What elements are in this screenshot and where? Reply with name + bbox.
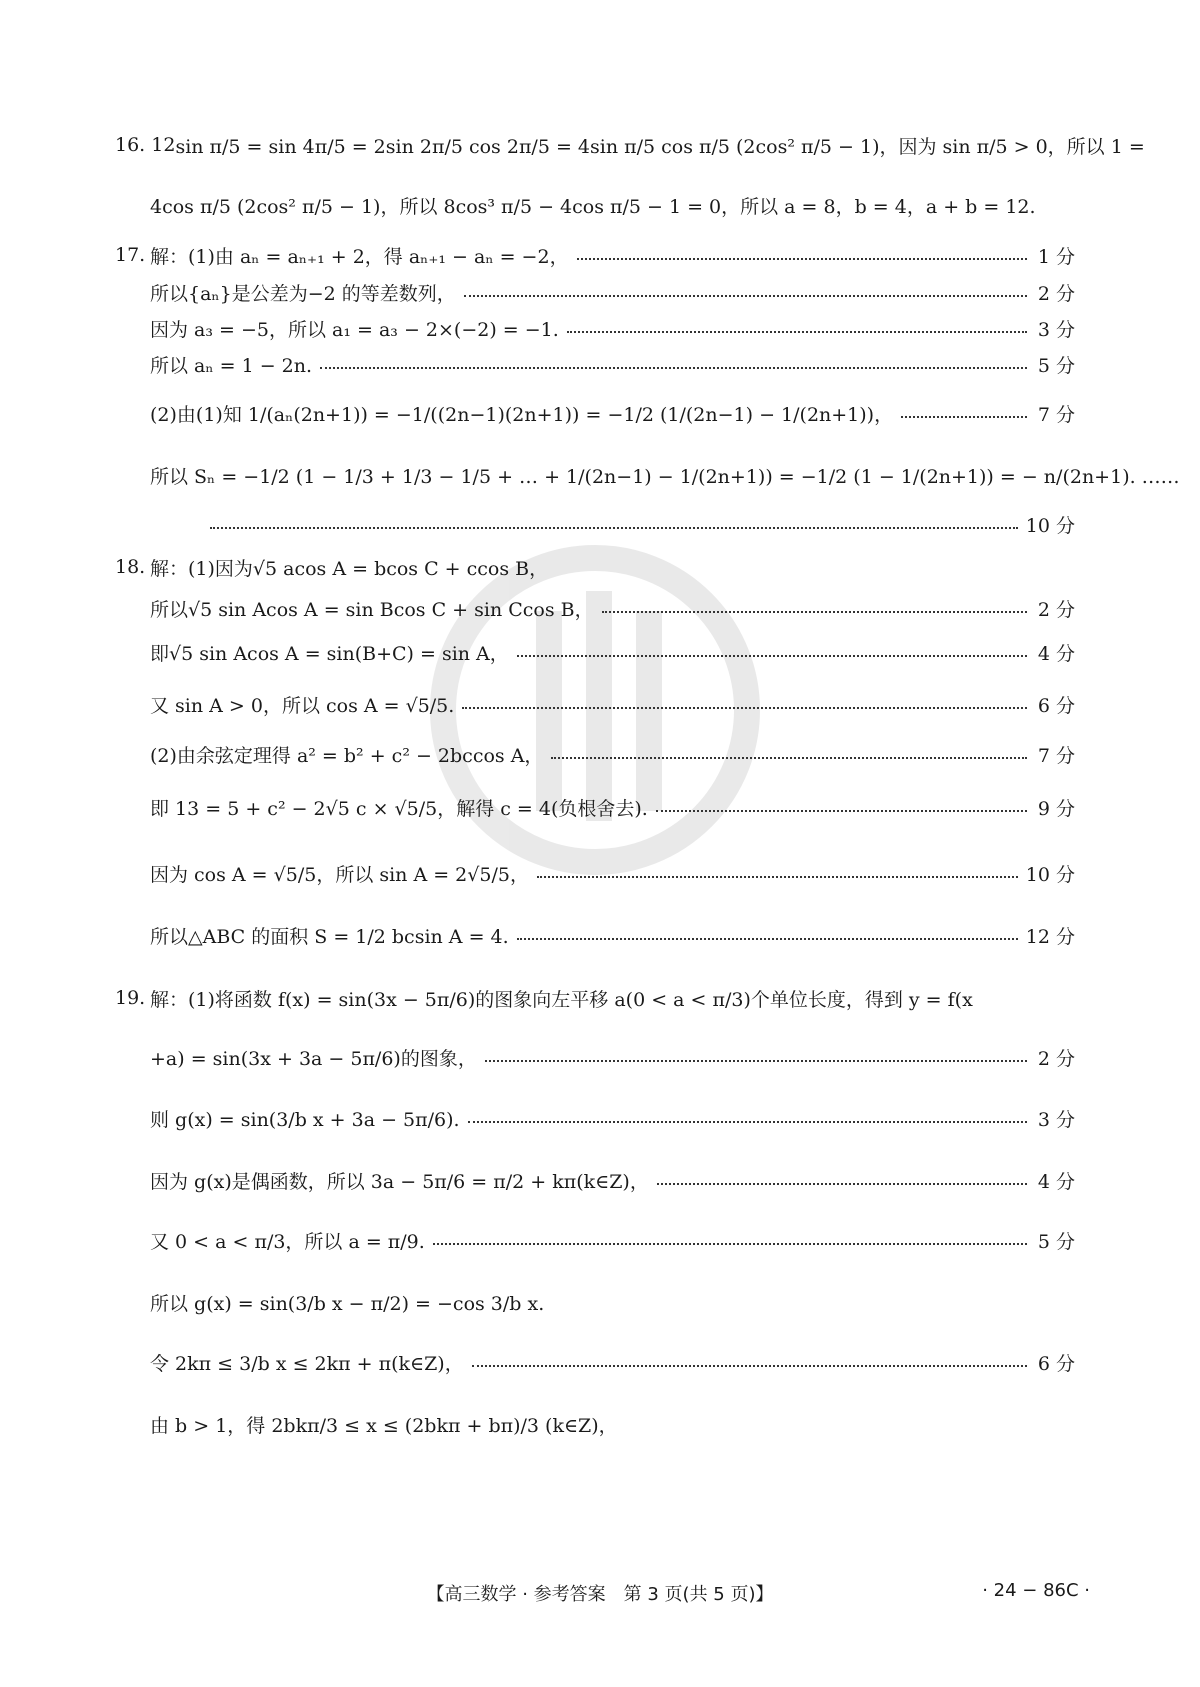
line-19-5: [150, 1220, 1075, 1260]
leader-dots: [657, 1183, 1027, 1185]
score-label: 3 分: [1037, 1108, 1075, 1131]
question-number: 17.: [115, 244, 146, 266]
score-label: 2 分: [1037, 1047, 1075, 1070]
line-text: 解：(1)将函数 f(x) = sin(3x − 5π/6)的图象向左平移 a(0 < a < π/3)个单位长度，得到 y = f(x: [150, 988, 973, 1011]
leader-dots: [433, 1243, 1027, 1245]
line-17-4: [150, 344, 1075, 384]
score-label: 5 分: [1037, 354, 1075, 377]
line-text: 令 2kπ ≤ 3/b x ≤ 2kπ + π(k∈Z)，: [150, 1352, 464, 1375]
leader-dots: [537, 876, 1018, 878]
score-label: 2 分: [1037, 282, 1075, 305]
line-17-1: [115, 235, 1075, 275]
score-label: 1 分: [1037, 245, 1075, 268]
score-label: 4 分: [1037, 1170, 1075, 1193]
line-19-4: [150, 1160, 1075, 1200]
score-label: 7 分: [1037, 744, 1075, 767]
line-text: (2)由余弦定理得 a² = b² + c² − 2bccos A，: [150, 744, 544, 767]
leader-dots: [551, 757, 1027, 759]
leader-dots: [517, 938, 1018, 940]
leader-dots: [472, 1365, 1027, 1367]
line-19-3: [150, 1098, 1075, 1138]
question-number: 16. 12: [115, 134, 176, 156]
line-text: 又 sin A > 0，所以 cos A = √5/5.: [150, 694, 455, 717]
line-19-6: [150, 1282, 1075, 1322]
score-label: 7 分: [1037, 403, 1075, 426]
leader-dots: [320, 367, 1027, 369]
line-text: 则 g(x) = sin(3/b x + 3a − 5π/6).: [150, 1108, 460, 1131]
line-18-4: [150, 684, 1075, 724]
line-18-3: [150, 632, 1075, 672]
line-16-2: [150, 185, 1075, 225]
score-label: 5 分: [1037, 1230, 1075, 1253]
leader-dots: [464, 295, 1027, 297]
line-16-1: [115, 125, 1145, 165]
score-label: 6 分: [1037, 694, 1075, 717]
question-number: 19.: [115, 987, 146, 1009]
line-text: 所以 aₙ = 1 − 2n.: [150, 354, 313, 377]
line-text: +a) = sin(3x + 3a − 5π/6)的图象，: [150, 1047, 477, 1070]
score-label: 2 分: [1037, 598, 1075, 621]
footer-title: 【高三数学 · 参考答案 第 3 页(共 5 页)】: [426, 1584, 774, 1605]
line-17-6: [150, 455, 1180, 495]
line-text: 所以 Sₙ = −1/2 (1 − 1/3 + 1/3 − 1/5 + … + 1/(2n−1) − 1/(2n+1)) = −1/2 (1 − 1/(2n+1)) = − n/(2n+1). ……: [150, 465, 1180, 488]
leader-dots: [901, 416, 1027, 418]
line-text: 由 b > 1，得 2bkπ/3 ≤ x ≤ (2bkπ + bπ)/3 (k∈Z)，: [150, 1414, 618, 1437]
line-17-5: [150, 393, 1075, 433]
line-text: 即 13 = 5 + c² − 2√5 c × √5/5，解得 c = 4(负根舍去).: [150, 797, 648, 820]
leader-dots: [210, 527, 1018, 529]
score-label: 4 分: [1037, 642, 1075, 665]
line-18-8: [150, 915, 1075, 955]
page-footer: [0, 1580, 1200, 1610]
line-19-7: [150, 1342, 1075, 1382]
line-18-2: [150, 588, 1075, 628]
line-text: 4cos π/5 (2cos² π/5 − 1)，所以 8cos³ π/5 − 4cos π/5 − 1 = 0，所以 a = 8，b = 4，a + b = 12.: [150, 195, 1036, 218]
score-label: 3 分: [1037, 318, 1075, 341]
leader-dots: [567, 331, 1027, 333]
line-text: 解：(1)因为√5 acos A = bcos C + ccos B，: [150, 557, 549, 580]
line-17-2: [150, 272, 1075, 312]
line-text: 又 0 < a < π/3，所以 a = π/9.: [150, 1230, 425, 1253]
line-text: 因为 cos A = √5/5，所以 sin A = 2√5/5，: [150, 863, 529, 886]
line-text: (2)由(1)知 1/(aₙ(2n+1)) = −1/((2n−1)(2n+1)) = −1/2 (1/(2n−1) − 1/(2n+1))，: [150, 403, 894, 426]
line-text: 即√5 sin Acos A = sin(B+C) = sin A，: [150, 642, 509, 665]
leader-dots: [517, 655, 1027, 657]
leader-dots: [485, 1060, 1027, 1062]
line-text: 解：(1)由 aₙ = aₙ₊₁ + 2，得 aₙ₊₁ − aₙ = −2，: [150, 245, 569, 268]
line-text: 所以 g(x) = sin(3/b x − π/2) = −cos 3/b x.: [150, 1292, 545, 1315]
leader-dots: [656, 810, 1027, 812]
line-17-7: [150, 504, 1075, 544]
score-label: 6 分: [1037, 1352, 1075, 1375]
question-number: 18.: [115, 556, 146, 578]
line-18-6: [150, 787, 1075, 827]
line-text: 所以△ABC 的面积 S = 1/2 bcsin A = 4.: [150, 925, 509, 948]
line-text: 所以√5 sin Acos A = sin Bcos C + sin Ccos B，: [150, 598, 594, 621]
score-label: 10 分: [1025, 863, 1075, 886]
line-18-1: [115, 547, 1075, 587]
line-19-2: [150, 1037, 1075, 1077]
line-text: sin π/5 = sin 4π/5 = 2sin 2π/5 cos 2π/5 = 4sin π/5 cos π/5 (2cos² π/5 − 1)，因为 sin π/5 > 0，所以 1 =: [175, 135, 1145, 158]
leader-dots: [577, 258, 1027, 260]
score-label: 10 分: [1025, 514, 1075, 537]
line-18-7: [150, 853, 1075, 893]
leader-dots: [602, 611, 1027, 613]
line-text: 因为 a₃ = −5，所以 a₁ = a₃ − 2×(−2) = −1.: [150, 318, 559, 341]
line-17-3: [150, 308, 1075, 348]
line-18-5: [150, 734, 1075, 774]
line-text: 因为 g(x)是偶函数，所以 3a − 5π/6 = π/2 + kπ(k∈Z)，: [150, 1170, 649, 1193]
score-label: 12 分: [1025, 925, 1075, 948]
leader-dots: [468, 1121, 1027, 1123]
leader-dots: [462, 707, 1027, 709]
score-label: 9 分: [1037, 797, 1075, 820]
line-text: 所以{aₙ}是公差为−2 的等差数列，: [150, 282, 456, 305]
footer-code: · 24 − 86C ·: [982, 1580, 1090, 1601]
line-19-8: [150, 1404, 1075, 1444]
line-19-1: [115, 978, 1075, 1018]
